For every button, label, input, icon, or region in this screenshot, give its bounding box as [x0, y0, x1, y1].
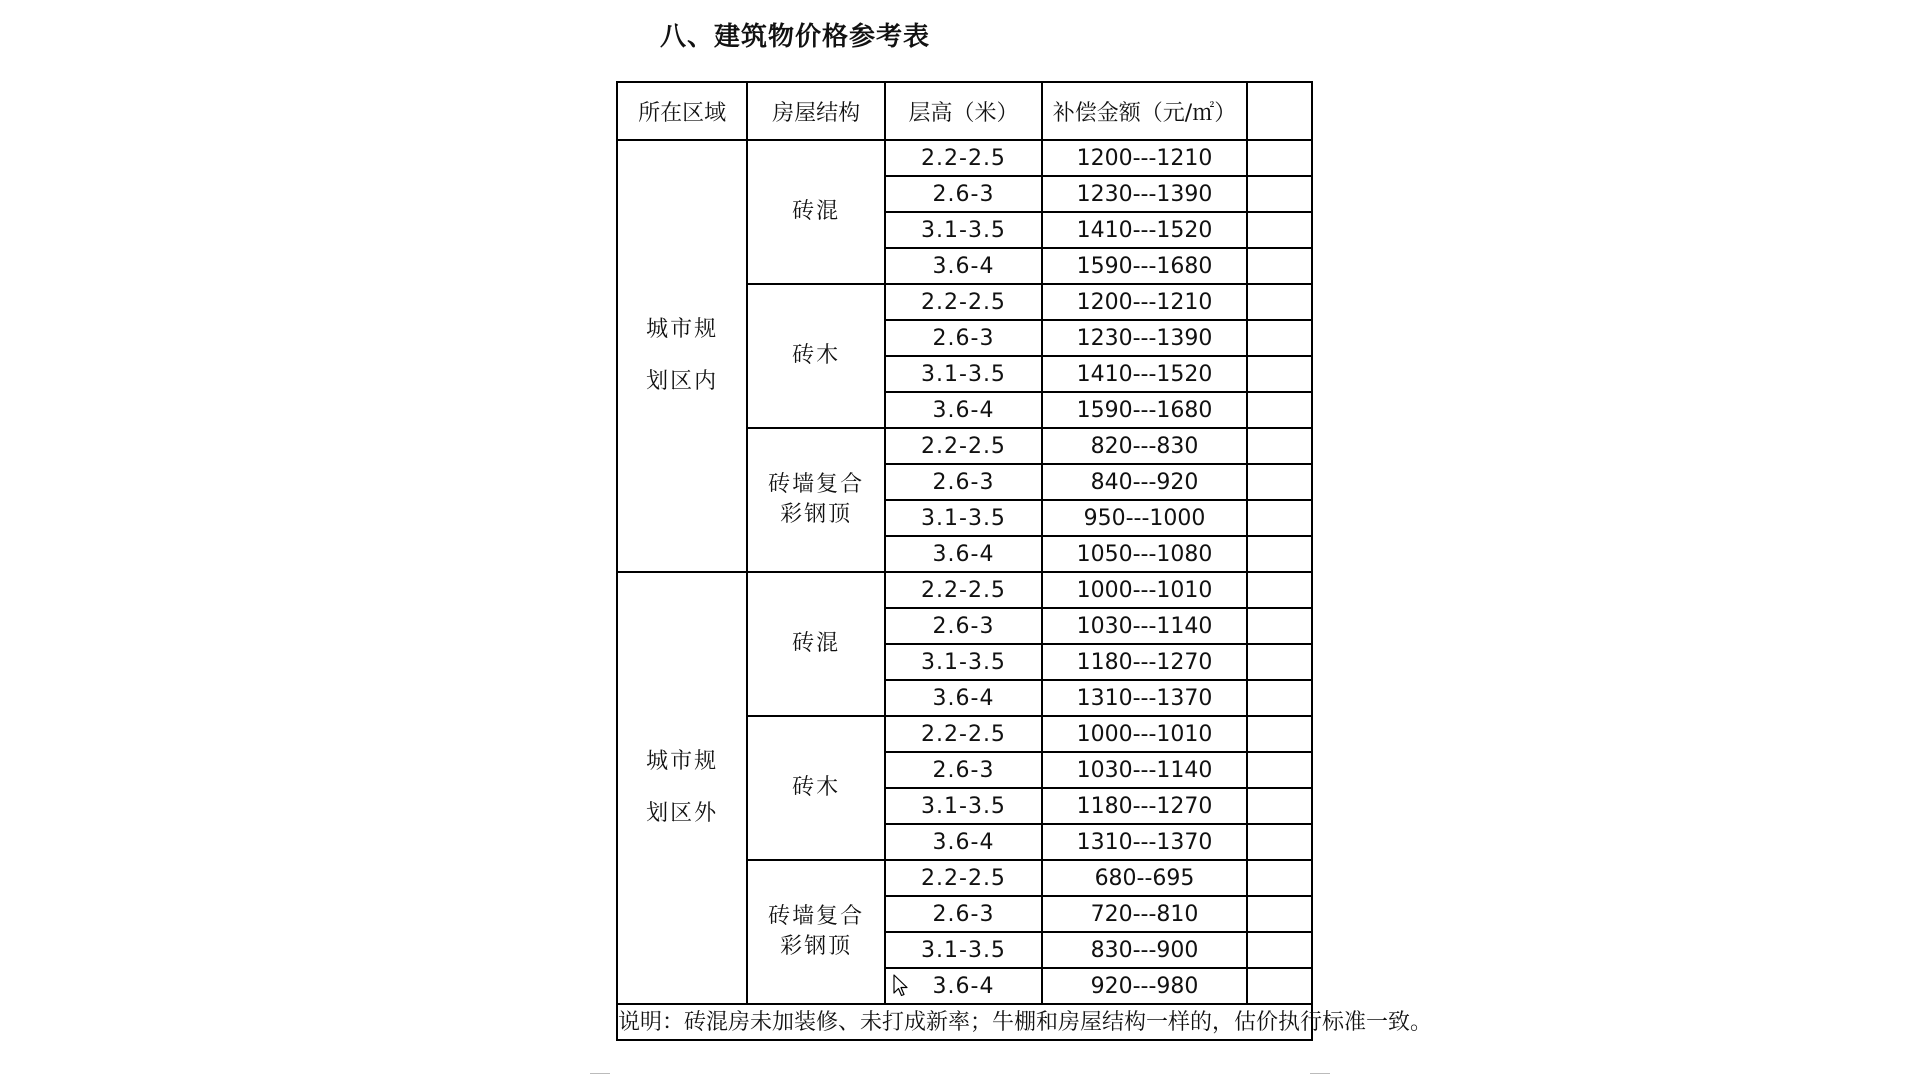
empty-cell [1247, 644, 1312, 680]
compensation-price-cell: 1180---1270 [1042, 788, 1247, 824]
empty-cell [1247, 500, 1312, 536]
note-cell [617, 1004, 1433, 1040]
floor-height-cell: 2.6-3 [885, 752, 1042, 788]
table-row [617, 572, 1312, 608]
header-height: 层高（米） [885, 82, 1042, 140]
floor-height-cell: 2.6-3 [885, 896, 1042, 932]
floor-height-cell: 2.2-2.5 [885, 572, 1042, 608]
compensation-price-cell: 1590---1680 [1042, 248, 1247, 284]
floor-height-cell: 2.2-2.5 [885, 860, 1042, 896]
compensation-price-cell: 720---810 [1042, 896, 1247, 932]
compensation-price-cell: 1000---1010 [1042, 572, 1247, 608]
structure-cell [747, 140, 884, 284]
structure-name-line1: 砖墙复合 [768, 472, 865, 497]
floor-height-cell: 2.6-3 [885, 176, 1042, 212]
structure-name-line1: 砖木 [792, 343, 841, 368]
empty-cell [1247, 788, 1312, 824]
structure-cell [747, 284, 884, 428]
floor-height-cell: 3.6-4 [885, 968, 1042, 1004]
document-title: 八、建筑物价格参考表 [660, 22, 931, 52]
floor-height-cell: 3.6-4 [885, 248, 1042, 284]
compensation-price-cell: 1180---1270 [1042, 644, 1247, 680]
compensation-price-cell: 820---830 [1042, 428, 1247, 464]
floor-height-cell: 2.6-3 [885, 320, 1042, 356]
floor-height-cell: 3.6-4 [885, 824, 1042, 860]
floor-height-cell: 3.1-3.5 [885, 932, 1042, 968]
compensation-price-cell: 840---920 [1042, 464, 1247, 500]
compensation-price-cell: 1310---1370 [1042, 680, 1247, 716]
empty-cell [1247, 716, 1312, 752]
region-name-line2: 划区内 [646, 369, 719, 394]
empty-cell [1247, 932, 1312, 968]
floor-height-cell: 3.1-3.5 [885, 788, 1042, 824]
floor-height-cell: 2.2-2.5 [885, 140, 1042, 176]
empty-cell [1247, 536, 1312, 572]
floor-height-cell: 2.6-3 [885, 608, 1042, 644]
page-corner-mark-right [1310, 1073, 1330, 1074]
header-extra [1247, 82, 1312, 140]
floor-height-cell: 3.1-3.5 [885, 356, 1042, 392]
empty-cell [1247, 392, 1312, 428]
floor-height-cell: 3.1-3.5 [885, 212, 1042, 248]
empty-cell [1247, 860, 1312, 896]
compensation-price-cell: 1590---1680 [1042, 392, 1247, 428]
region-cell [617, 572, 747, 1004]
region-name-line2: 划区外 [646, 801, 719, 826]
mouse-pointer-icon [893, 974, 909, 998]
structure-cell [747, 428, 884, 572]
compensation-price-cell: 680--695 [1042, 860, 1247, 896]
empty-cell [1247, 212, 1312, 248]
empty-cell [1247, 320, 1312, 356]
region-name-line1: 城市规 [646, 749, 719, 774]
empty-cell [1247, 284, 1312, 320]
empty-cell [1247, 968, 1312, 1004]
floor-height-cell: 2.2-2.5 [885, 716, 1042, 752]
compensation-price-cell: 1230---1390 [1042, 176, 1247, 212]
table-header-row [617, 82, 1312, 140]
structure-cell [747, 572, 884, 716]
compensation-price-cell: 920---980 [1042, 968, 1247, 1004]
header-region: 所在区域 [617, 82, 747, 140]
region-name-line1: 城市规 [646, 317, 719, 342]
floor-height-cell: 3.1-3.5 [885, 644, 1042, 680]
compensation-price-cell: 1030---1140 [1042, 752, 1247, 788]
header-structure: 房屋结构 [747, 82, 884, 140]
structure-cell [747, 860, 884, 1004]
compensation-price-cell: 1200---1210 [1042, 284, 1247, 320]
compensation-price-cell: 1230---1390 [1042, 320, 1247, 356]
floor-height-cell: 3.6-4 [885, 392, 1042, 428]
empty-cell [1247, 248, 1312, 284]
floor-height-cell: 3.1-3.5 [885, 500, 1042, 536]
structure-name-line1: 砖混 [792, 199, 841, 224]
structure-name-line1: 砖混 [792, 631, 841, 656]
header-price: 补偿金额（元/㎡） [1042, 82, 1247, 140]
price-reference-table [616, 81, 1433, 1041]
note-text: 说明：砖混房未加装修、未打成新率；牛棚和房屋结构一样的，估价执行标准一致。 [618, 1009, 1433, 1035]
empty-cell [1247, 752, 1312, 788]
floor-height-cell: 3.6-4 [885, 680, 1042, 716]
note-row [617, 1004, 1312, 1040]
compensation-price-cell: 1310---1370 [1042, 824, 1247, 860]
compensation-price-cell: 950---1000 [1042, 500, 1247, 536]
structure-name-line2: 彩钢顶 [780, 934, 853, 959]
empty-cell [1247, 608, 1312, 644]
compensation-price-cell: 1050---1080 [1042, 536, 1247, 572]
empty-cell [1247, 464, 1312, 500]
table-row [617, 140, 1312, 176]
empty-cell [1247, 896, 1312, 932]
empty-cell [1247, 140, 1312, 176]
structure-name-line1: 砖墙复合 [768, 904, 865, 929]
region-cell [617, 140, 747, 572]
compensation-price-cell: 1410---1520 [1042, 356, 1247, 392]
compensation-price-cell: 1000---1010 [1042, 716, 1247, 752]
page-corner-mark-left [590, 1073, 610, 1074]
floor-height-cell: 2.6-3 [885, 464, 1042, 500]
structure-cell [747, 716, 884, 860]
structure-name-line2: 彩钢顶 [780, 502, 853, 527]
empty-cell [1247, 176, 1312, 212]
empty-cell [1247, 824, 1312, 860]
empty-cell [1247, 680, 1312, 716]
empty-cell [1247, 356, 1312, 392]
table-body [617, 140, 1312, 1004]
compensation-price-cell: 1410---1520 [1042, 212, 1247, 248]
floor-height-cell: 2.2-2.5 [885, 284, 1042, 320]
compensation-price-cell: 1030---1140 [1042, 608, 1247, 644]
empty-cell [1247, 428, 1312, 464]
compensation-price-cell: 830---900 [1042, 932, 1247, 968]
structure-name-line1: 砖木 [792, 775, 841, 800]
compensation-price-cell: 1200---1210 [1042, 140, 1247, 176]
floor-height-cell: 2.2-2.5 [885, 428, 1042, 464]
empty-cell [1247, 572, 1312, 608]
floor-height-cell: 3.6-4 [885, 536, 1042, 572]
